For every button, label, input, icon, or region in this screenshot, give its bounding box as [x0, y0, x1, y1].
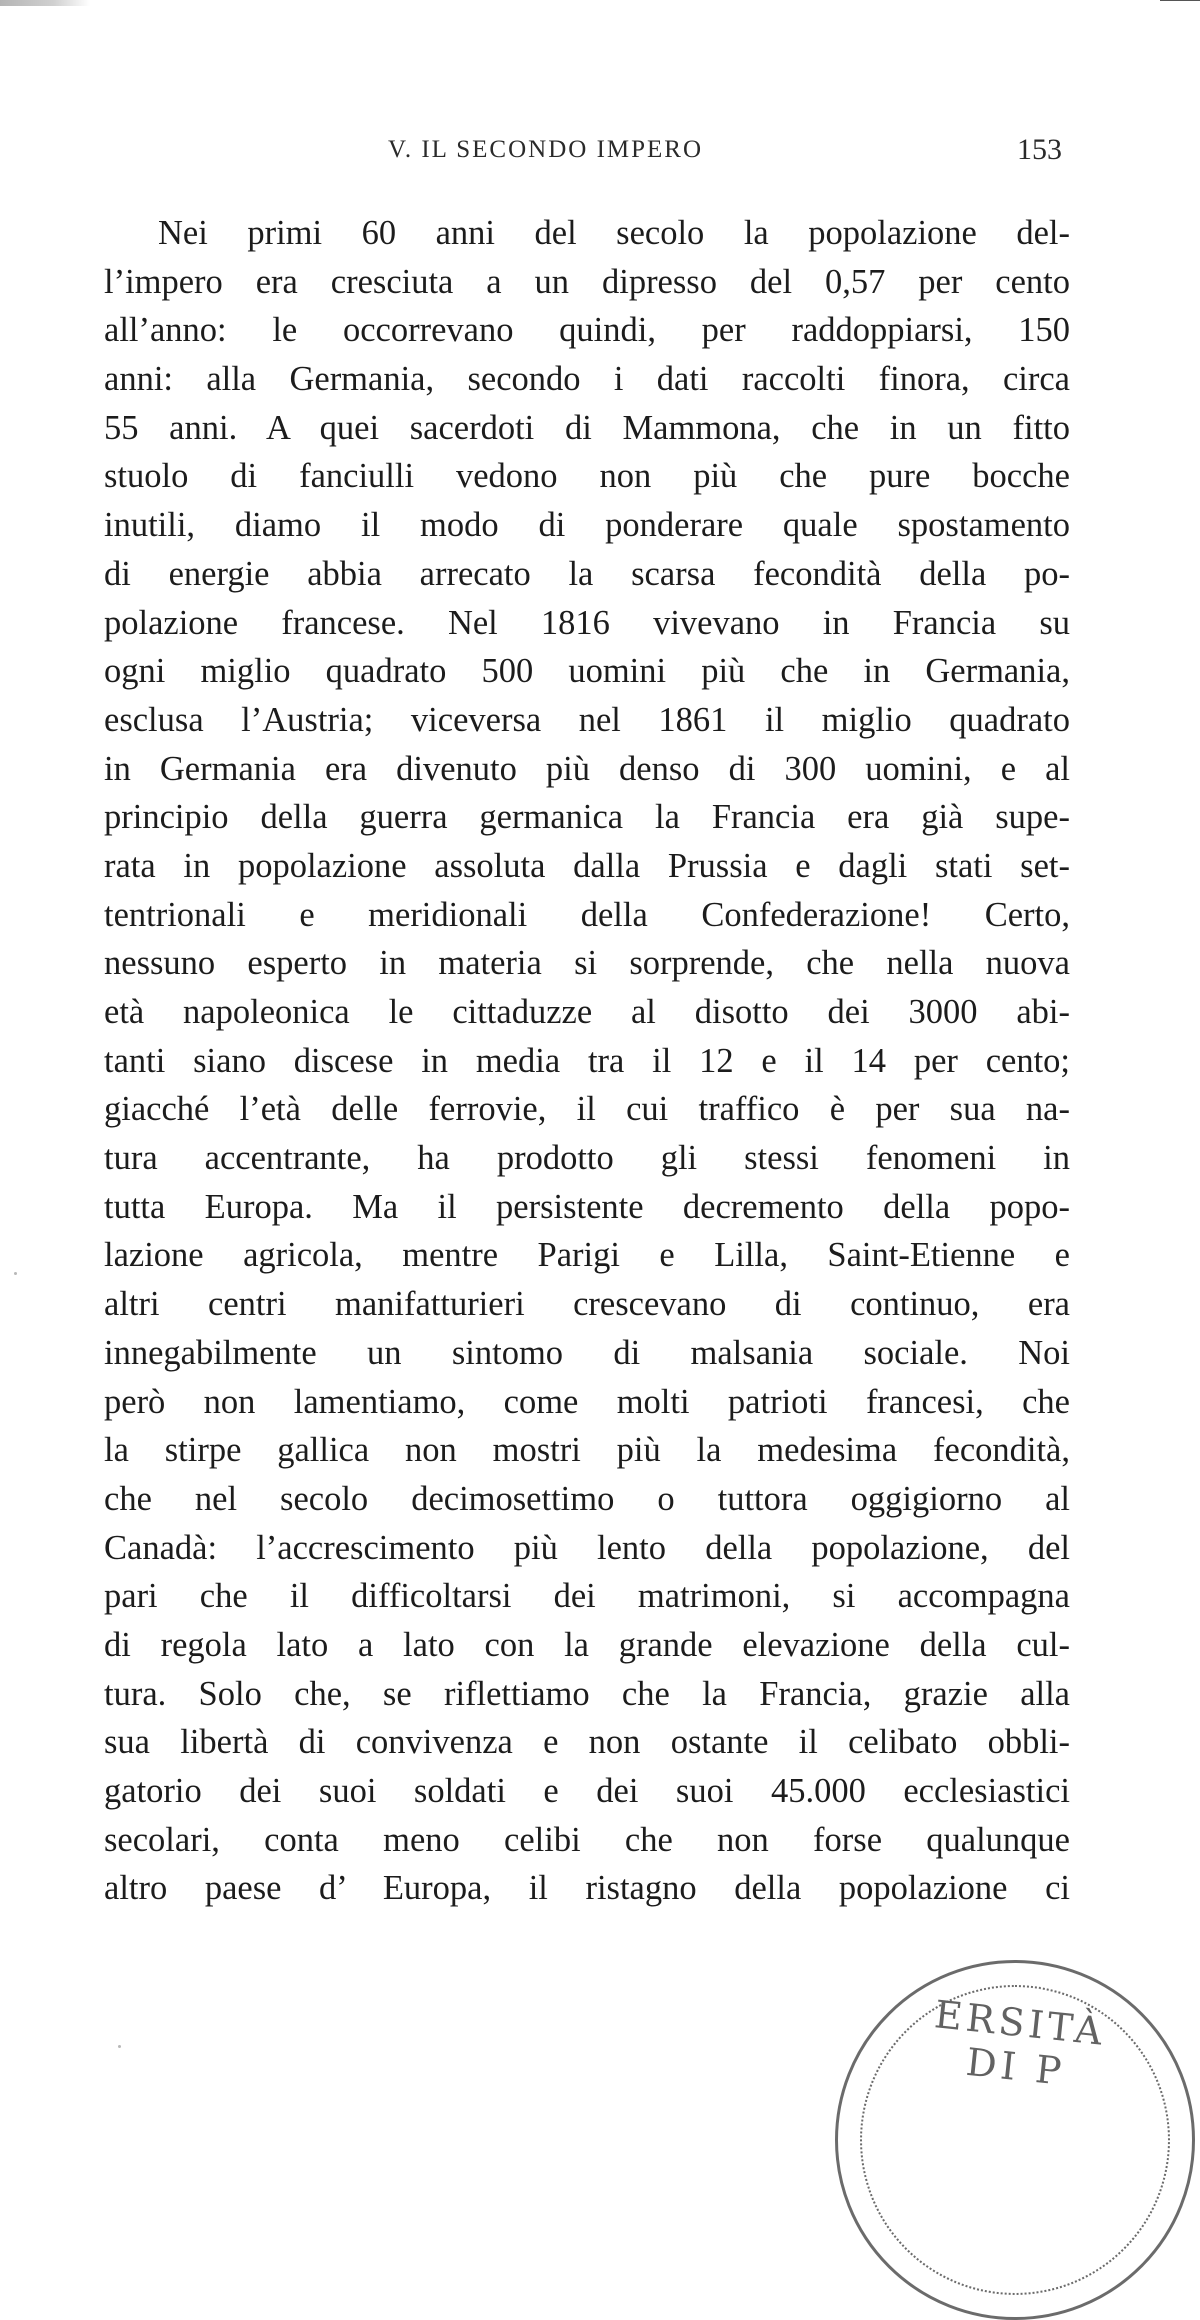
- text-line: altro paese d’ Europa, il ristagno della popolazione ci: [104, 1869, 1070, 1908]
- text-line: polazione francese. Nel 1816 vivevano in Francia su: [104, 603, 1070, 642]
- text-line: tutta Europa. Ma il persistente decremento della popo-: [104, 1187, 1070, 1226]
- paper-speck: [118, 2045, 121, 2048]
- text-line: rata in popolazione assoluta dalla Prussia e dagli stati set-: [104, 846, 1070, 885]
- text-line: di energie abbia arrecato la scarsa fecondità della po-: [104, 554, 1070, 593]
- page-number: 153: [1017, 133, 1062, 166]
- running-head: [0, 133, 1200, 172]
- text-line: stuolo di fanciulli vedono non più che pure bocche: [104, 457, 1070, 496]
- scan-edge-mark: [0, 0, 90, 6]
- text-line: però non lamentiamo, come molti patrioti francesi, che: [104, 1382, 1070, 1421]
- text-line: secolari, conta meno celibi che non forse qualunque: [104, 1820, 1070, 1859]
- text-line: età napoleonica le cittaduzze al disotto dei 3000 abi-: [104, 993, 1070, 1031]
- text-line: tura. Solo che, se riflettiamo che la Francia, grazie alla: [104, 1674, 1070, 1713]
- text-line: 55 anni. A quei sacerdoti di Mammona, che in un fitto: [104, 408, 1070, 447]
- text-line: principio della guerra germanica la Francia era già supe-: [104, 798, 1070, 837]
- text-line: anni: alla Germania, secondo i dati raccolti finora, circa: [104, 360, 1070, 399]
- library-stamp-icon: [835, 1960, 1195, 2320]
- text-line: tura accentrante, ha prodotto gli stessi fenomeni in: [104, 1139, 1070, 1178]
- paper-speck: [14, 1272, 17, 1275]
- body-text: [104, 209, 1070, 1913]
- text-line: giacché l’età delle ferrovie, il cui traffico è per sua na-: [104, 1090, 1070, 1129]
- text-line: pari che il difficoltarsi dei matrimoni, si accompagna: [104, 1577, 1070, 1616]
- text-line: Canadà: l’accrescimento più lento della popolazione, del: [104, 1528, 1070, 1567]
- text-line: innegabilmente un sintomo di malsania sociale. Noi: [104, 1333, 1070, 1372]
- page-edge-rule: [1160, 0, 1200, 1]
- text-line: lazione agricola, mentre Parigi e Lilla, Saint-Etienne e: [104, 1236, 1070, 1275]
- stamp-text: ERSITÀ DI P: [932, 1992, 1109, 2094]
- text-line: sua libertà di convivenza e non ostante il celibato obbli-: [104, 1723, 1070, 1762]
- text-line: esclusa l’Austria; viceversa nel 1861 il miglio quadrato: [104, 700, 1070, 739]
- text-line: Nei primi 60 anni del secolo la popolazione del-: [158, 214, 1070, 252]
- text-line: in Germania era divenuto più denso di 300 uomini, e al: [104, 749, 1070, 788]
- text-line: tentrionali e meridionali della Confederazione! Certo,: [104, 895, 1070, 934]
- text-line: nessuno esperto in materia si sorprende, che nella nuova: [104, 944, 1070, 983]
- text-line: inutili, diamo il modo di ponderare quale spostamento: [104, 506, 1070, 545]
- text-line: all’anno: le occorrevano quindi, per raddoppiarsi, 150: [104, 311, 1070, 350]
- text-line: che nel secolo decimosettimo o tuttora oggigiorno al: [104, 1479, 1070, 1518]
- running-title: V. IL SECONDO IMPERO: [388, 136, 704, 163]
- text-line: la stirpe gallica non mostri più la medesima fecondità,: [104, 1431, 1070, 1470]
- text-line: ogni miglio quadrato 500 uomini più che in Germania,: [104, 652, 1070, 691]
- text-line: gatorio dei suoi soldati e dei suoi 45.000 ecclesiastici: [104, 1772, 1070, 1810]
- text-line: tanti siano discese in media tra il 12 e il 14 per cento;: [104, 1041, 1070, 1080]
- text-line: l’impero era cresciuta a un dipresso del 0,57 per cento: [104, 262, 1070, 301]
- text-line: di regola lato a lato con la grande elevazione della cul-: [104, 1625, 1070, 1664]
- text-line: altri centri manifatturieri crescevano di continuo, era: [104, 1285, 1070, 1324]
